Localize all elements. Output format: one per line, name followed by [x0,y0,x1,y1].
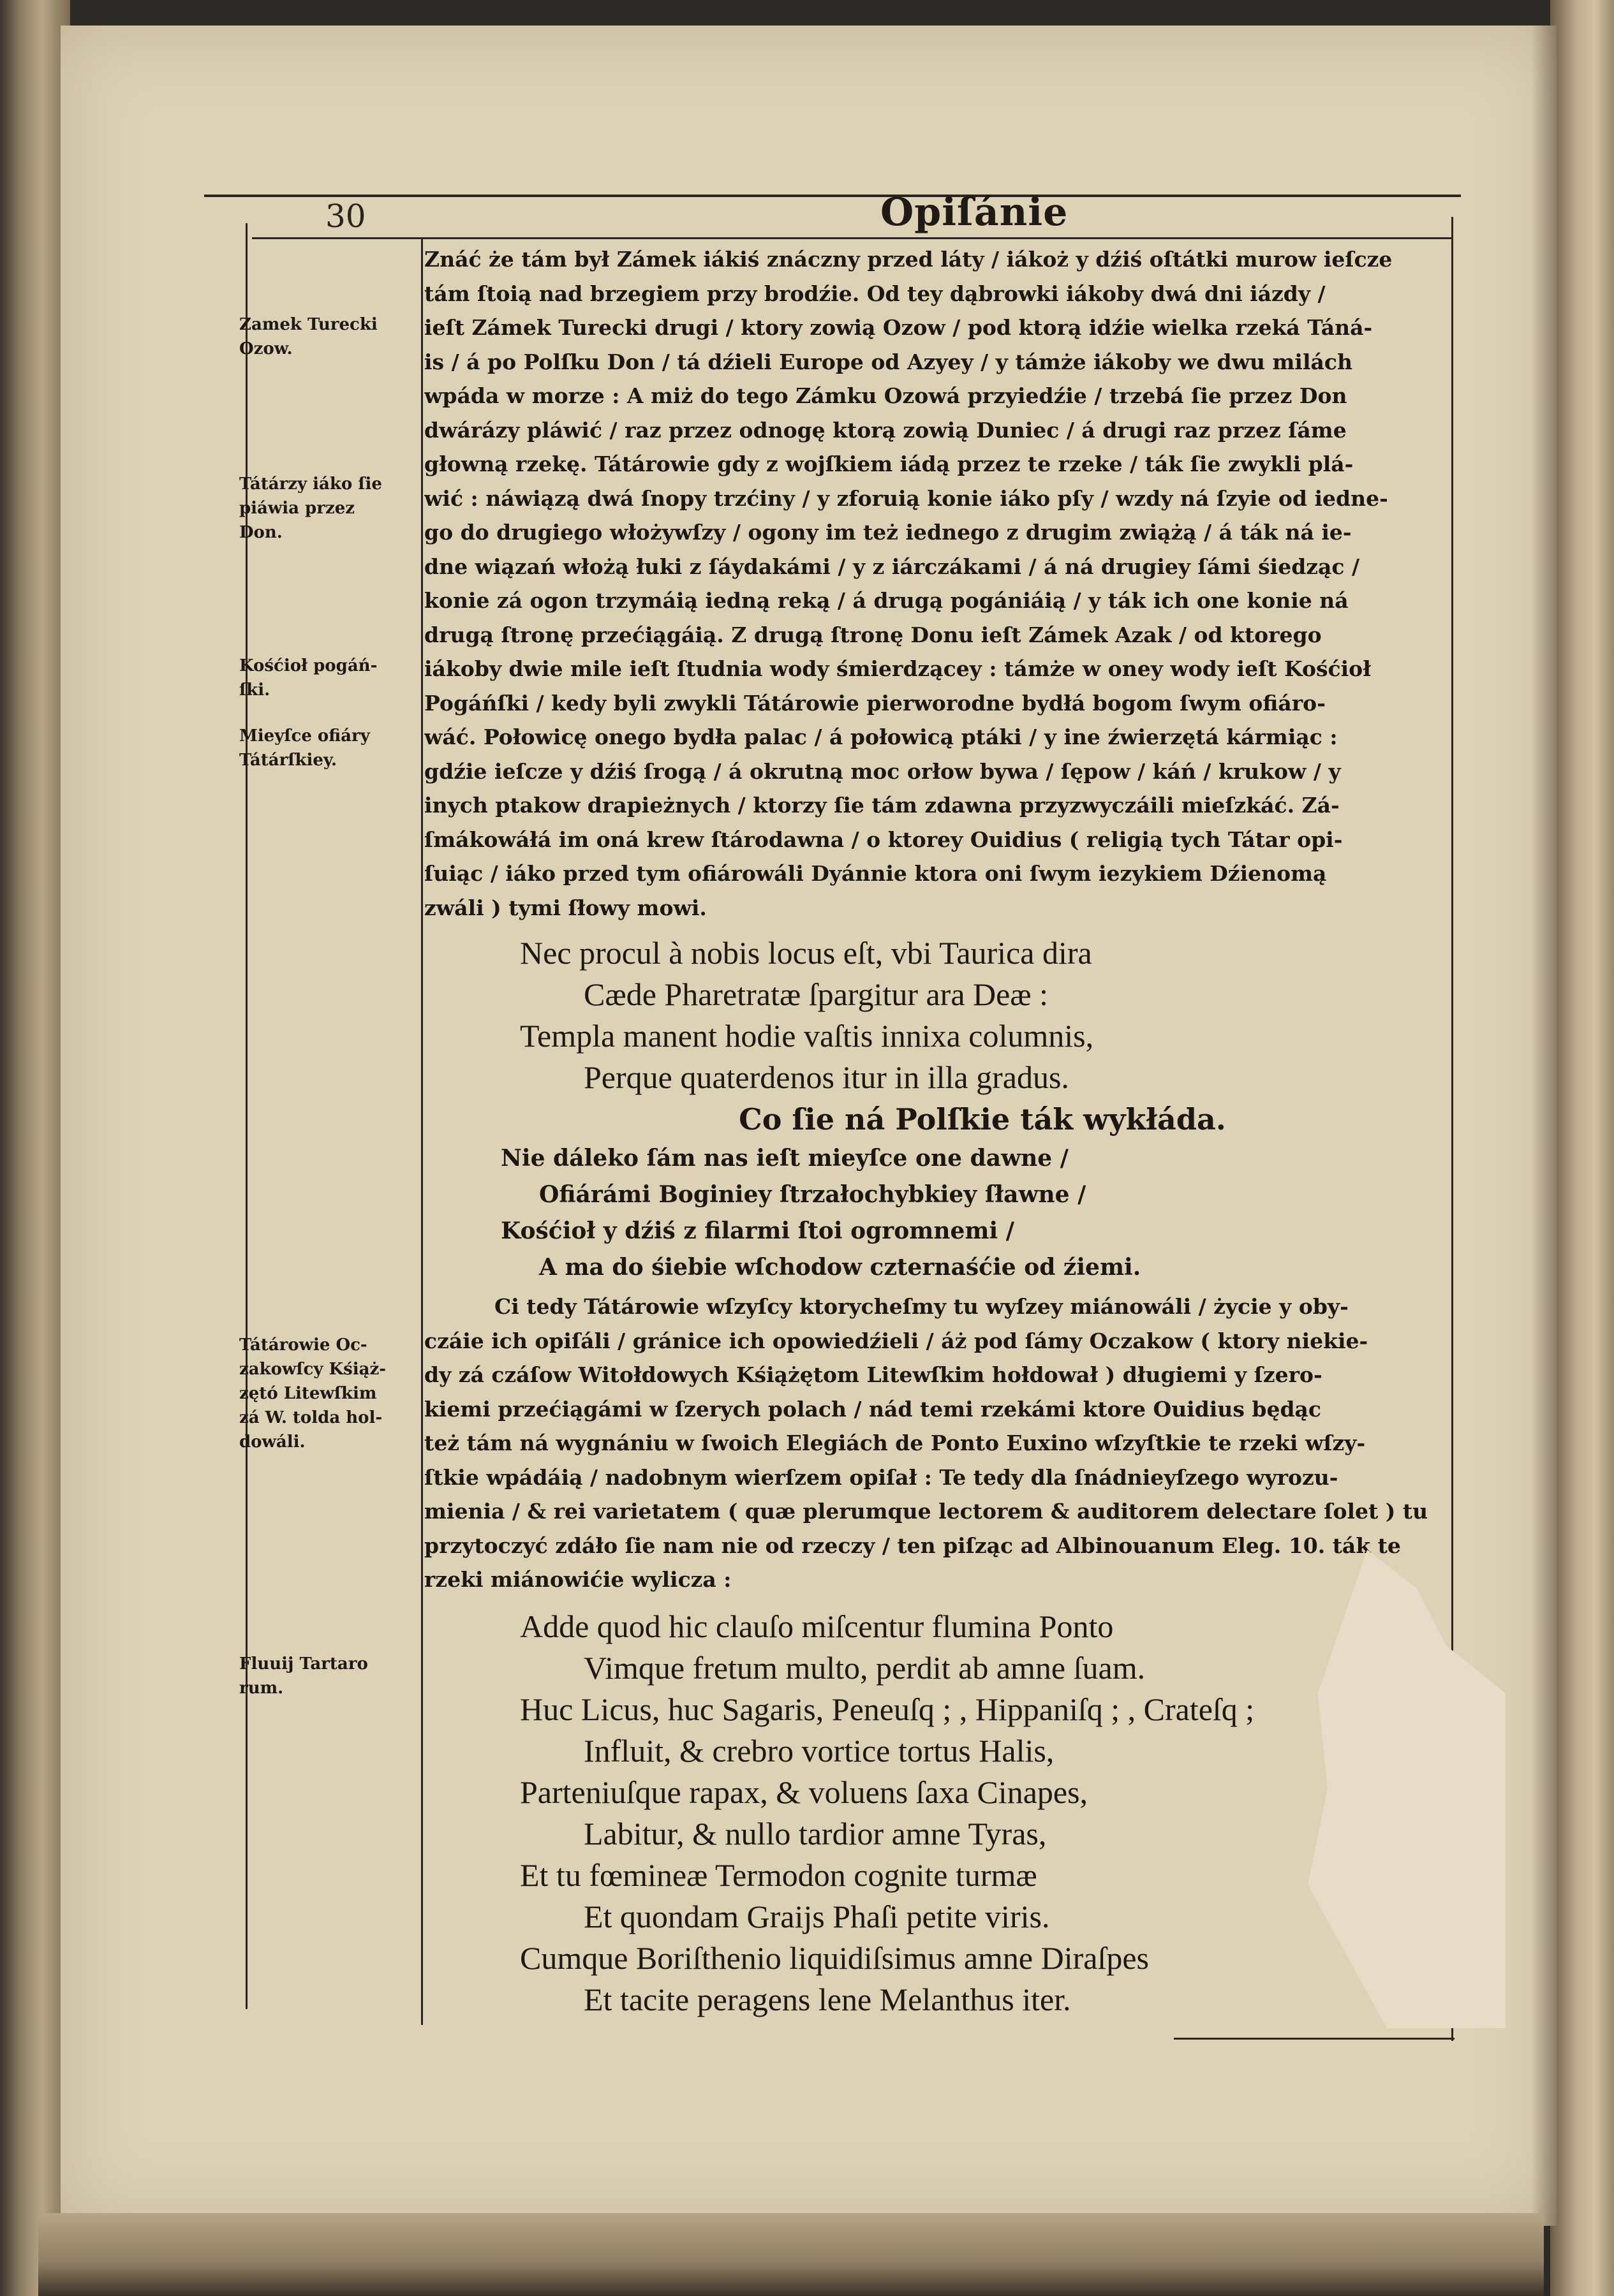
margin-note: Kośćioł pogáń- ſki. [239,656,378,700]
text-line: dwárázy pláwić / raz przez odnogę ktorą zowią Duniec / á drugi raz przez ſáme [424,417,1347,443]
margin-note: Fluuij Tartaro rum. [239,1654,368,1698]
verse-line: Influit, & crebro vortice tortus Halis, [584,1732,1055,1769]
text-line: wić : náwiązą dwá ſnopy trzćiny / y zforuią konie iáko pſy / wzdy ná ſzyie od iedne- [424,485,1388,511]
verse-line: Huc Licus, huc Sagaris, Peneuſq ; , Hippaniſq ; , Crateſq ; [520,1691,1255,1727]
text-line: ſmákowáłá im oná krew ſtárodawna / o ktorey Ouidius ( religią tych Tátar opi- [424,827,1343,852]
text-line: wáć. Połowicę onego bydła palac / á połowicą ptáki / y ine źwierzętá kármiąc : [424,725,1338,749]
verse-line: Cumque Boriſthenio liquidiſsimus amne Diraſpes [520,1939,1150,1976]
verse-line: Labitur, & nullo tardior amne Tyras, [584,1815,1047,1851]
book-left-edge [0,0,70,2296]
text-line: drugą ſtronę przećiągáią. Z drugą ſtronę Donu ieſt Zámek Azak / od ktorego [424,622,1322,647]
verse-line: Kośćioł y dźiś z filarmi ſtoi ogromnemi / [501,1218,1014,1244]
prose-block-2 [424,1290,1451,1597]
verse-line: Nec procul à nobis locus eſt, vbi Taurica dira [520,935,1092,971]
verse-line: Ofiárámi Boginiey ſtrzałochybkiey ſławne / [539,1181,1086,1208]
verse-line: Parteniuſque rapax, & voluens ſaxa Cinapes, [520,1774,1088,1810]
text-line: czáie ich opiſáli / gránice ich opowiedźieli / áż pod ſámy Oczakow ( ktory niekie- [424,1328,1368,1353]
footer-rule [1174,2038,1455,2040]
text-line: iákoby dwie mile ieſt ſtudnia wody śmierdzącey : támże w oney wody ieſt Kośćioł [424,656,1371,681]
header-rule [204,195,1461,197]
running-title: Opiſánie [880,190,1069,235]
text-line: ſtkie wpádáią / nadobnym wierſzem opiſał : Te tedy dla ſnádnieyſzego wyrozu- [424,1464,1338,1490]
text-line: kiemi przećiągámi w ſzerych polach / nád temi rzekámi ktore Ouidius będąc [424,1396,1322,1422]
header-rule-lower [252,237,1451,239]
verse-line: Vimque fretum multo, perdit ab amne ſuam. [584,1649,1146,1686]
text-line: dne wiązań włożą łuki z ſáydakámi / y z iárczákami / á ná drugiey ſámi śiedząc / [424,554,1360,579]
text-line: też tám ná wygnániu w ſwoich Elegiách de Ponto Euxino wſzyſtkie te rzeki wſzy- [424,1431,1366,1455]
text-line: przytoczyć zdáło ſie nam nie od rzeczy / ten piſząc ad Albinouanum Eleg. 10. ták te [424,1533,1401,1558]
text-line: ieſt Zámek Turecki drugi / ktory zowią Ozow / pod ktorą idźie wielka rzeká Táná- [424,315,1373,340]
text-line: go do drugiego włożywſzy / ogony im też iednego z drugim zwiążą / á ták ná ie- [424,520,1352,545]
margin-note: Tátárzy iáko ſie piáwia przez Don. [239,475,382,542]
book-right-pages [1550,0,1614,2296]
margin-note: Tátárowie Oc- zakowſcy Kśiąż- zętó Litewſkim zá W. tolda hol- dowáli. [239,1336,387,1452]
verse-line: Et tu fœmineæ Termodon cognite turmæ [520,1857,1037,1893]
text-line: głowną rzekę. Tátárowie gdy z wojſkiem iádą przez te rzeke / ták ſie zwykli plá- [424,452,1354,476]
latin-verse-block-1 [424,932,1451,1098]
verse-line: A ma do śiebie wſchodow czternaśćie od źiemi. [539,1254,1141,1281]
margin-note: Mieyſce ofiáry Tátárſkiey. [239,726,370,770]
text-line: Ci tedy Tátárowie wſzyſcy ktorycheſmy tu wyſzey miánowáli / życie y oby- [494,1294,1349,1319]
verse-heading: Co ſie ná Polſkie ták wykłáda. [739,1102,1226,1137]
verse-line: Et tacite peragens lene Melanthus iter. [584,1981,1071,2017]
page-gutter-shadow [1531,26,1557,2226]
latin-verse-block-2 [424,1606,1451,2020]
verse-line: Templa manent hodie vaſtis innixa columnis, [520,1018,1094,1054]
polish-verse-block [424,1140,1451,1286]
verse-line: Cæde Pharetratæ ſpargitur ara Deæ : [584,976,1049,1012]
text-line: Pogáńſki / kedy byli zwykli Tátárowie pierworodne bydłá bogom ſwym ofiáro- [424,690,1326,716]
text-line: konie zá ogon trzymáią iedną reką / á drugą pogániáią / y ták ich one konie ná [424,588,1349,613]
margin-note: Zamek Turecki Ozow. [239,315,378,358]
verse-line: Perque quaterdenos itur in illa gradus. [584,1059,1069,1095]
main-text-column [424,242,1451,2020]
text-line: inych ptakow drapieżnych / ktorzy ſie tám zdawna przyzwyczáili mieſzkáć. Zá- [424,793,1340,818]
text-line: dy zá czáſow Witołdowych Kśiążętom Litewſkim hołdował ) długiemi y ſzero- [424,1362,1322,1387]
text-line: mienia / & rei varietatem ( quæ plerumque lectorem & auditorem delectare ſolet ) tu [424,1499,1428,1524]
page-number: 30 [325,198,366,235]
prose-block-1 [424,242,1451,925]
text-line: tám ſtoią nad brzegiem przy brodźie. Od tey dąbrowki iákoby dwá dni iázdy / [424,281,1326,306]
text-line: is / á po Polſku Don / tá dźieli Europe od Azyey / y támże iákoby we dwu milách [424,349,1352,374]
verse-line: Nie dáleko ſám nas ieſt mieyſce one dawne / [501,1145,1069,1172]
text-line: zwáli ) tymi ſłowy mowi. [424,895,707,920]
book-bottom-edge [38,2213,1544,2296]
text-line: gdźie ieſcze y dźiś ſrogą / á okrutną moc orłow bywa / ſępow / káń / krukow / y [424,758,1341,784]
text-line: wpáda w morze : A miż do tego Zámku Ozowá przyiedźie / trzebá ſie przez Don [424,383,1347,408]
text-line: ſuiąc / iáko przed tym ofiárowáli Dyánnie ktora oni ſwym iezykiem Dźienomą [424,861,1327,886]
text-line: Znáć że tám był Zámek iákiś znáczny przed láty / iákoż y dźiś oſtátki murow ieſcze [424,247,1393,272]
verse-line: Adde quod hic clauſo miſcentur flumina Ponto [520,1608,1114,1644]
verse-line: Et quondam Graijs Phaſi petite viris. [584,1898,1050,1934]
text-line: rzeki miánowićie wylicza : [424,1567,732,1592]
